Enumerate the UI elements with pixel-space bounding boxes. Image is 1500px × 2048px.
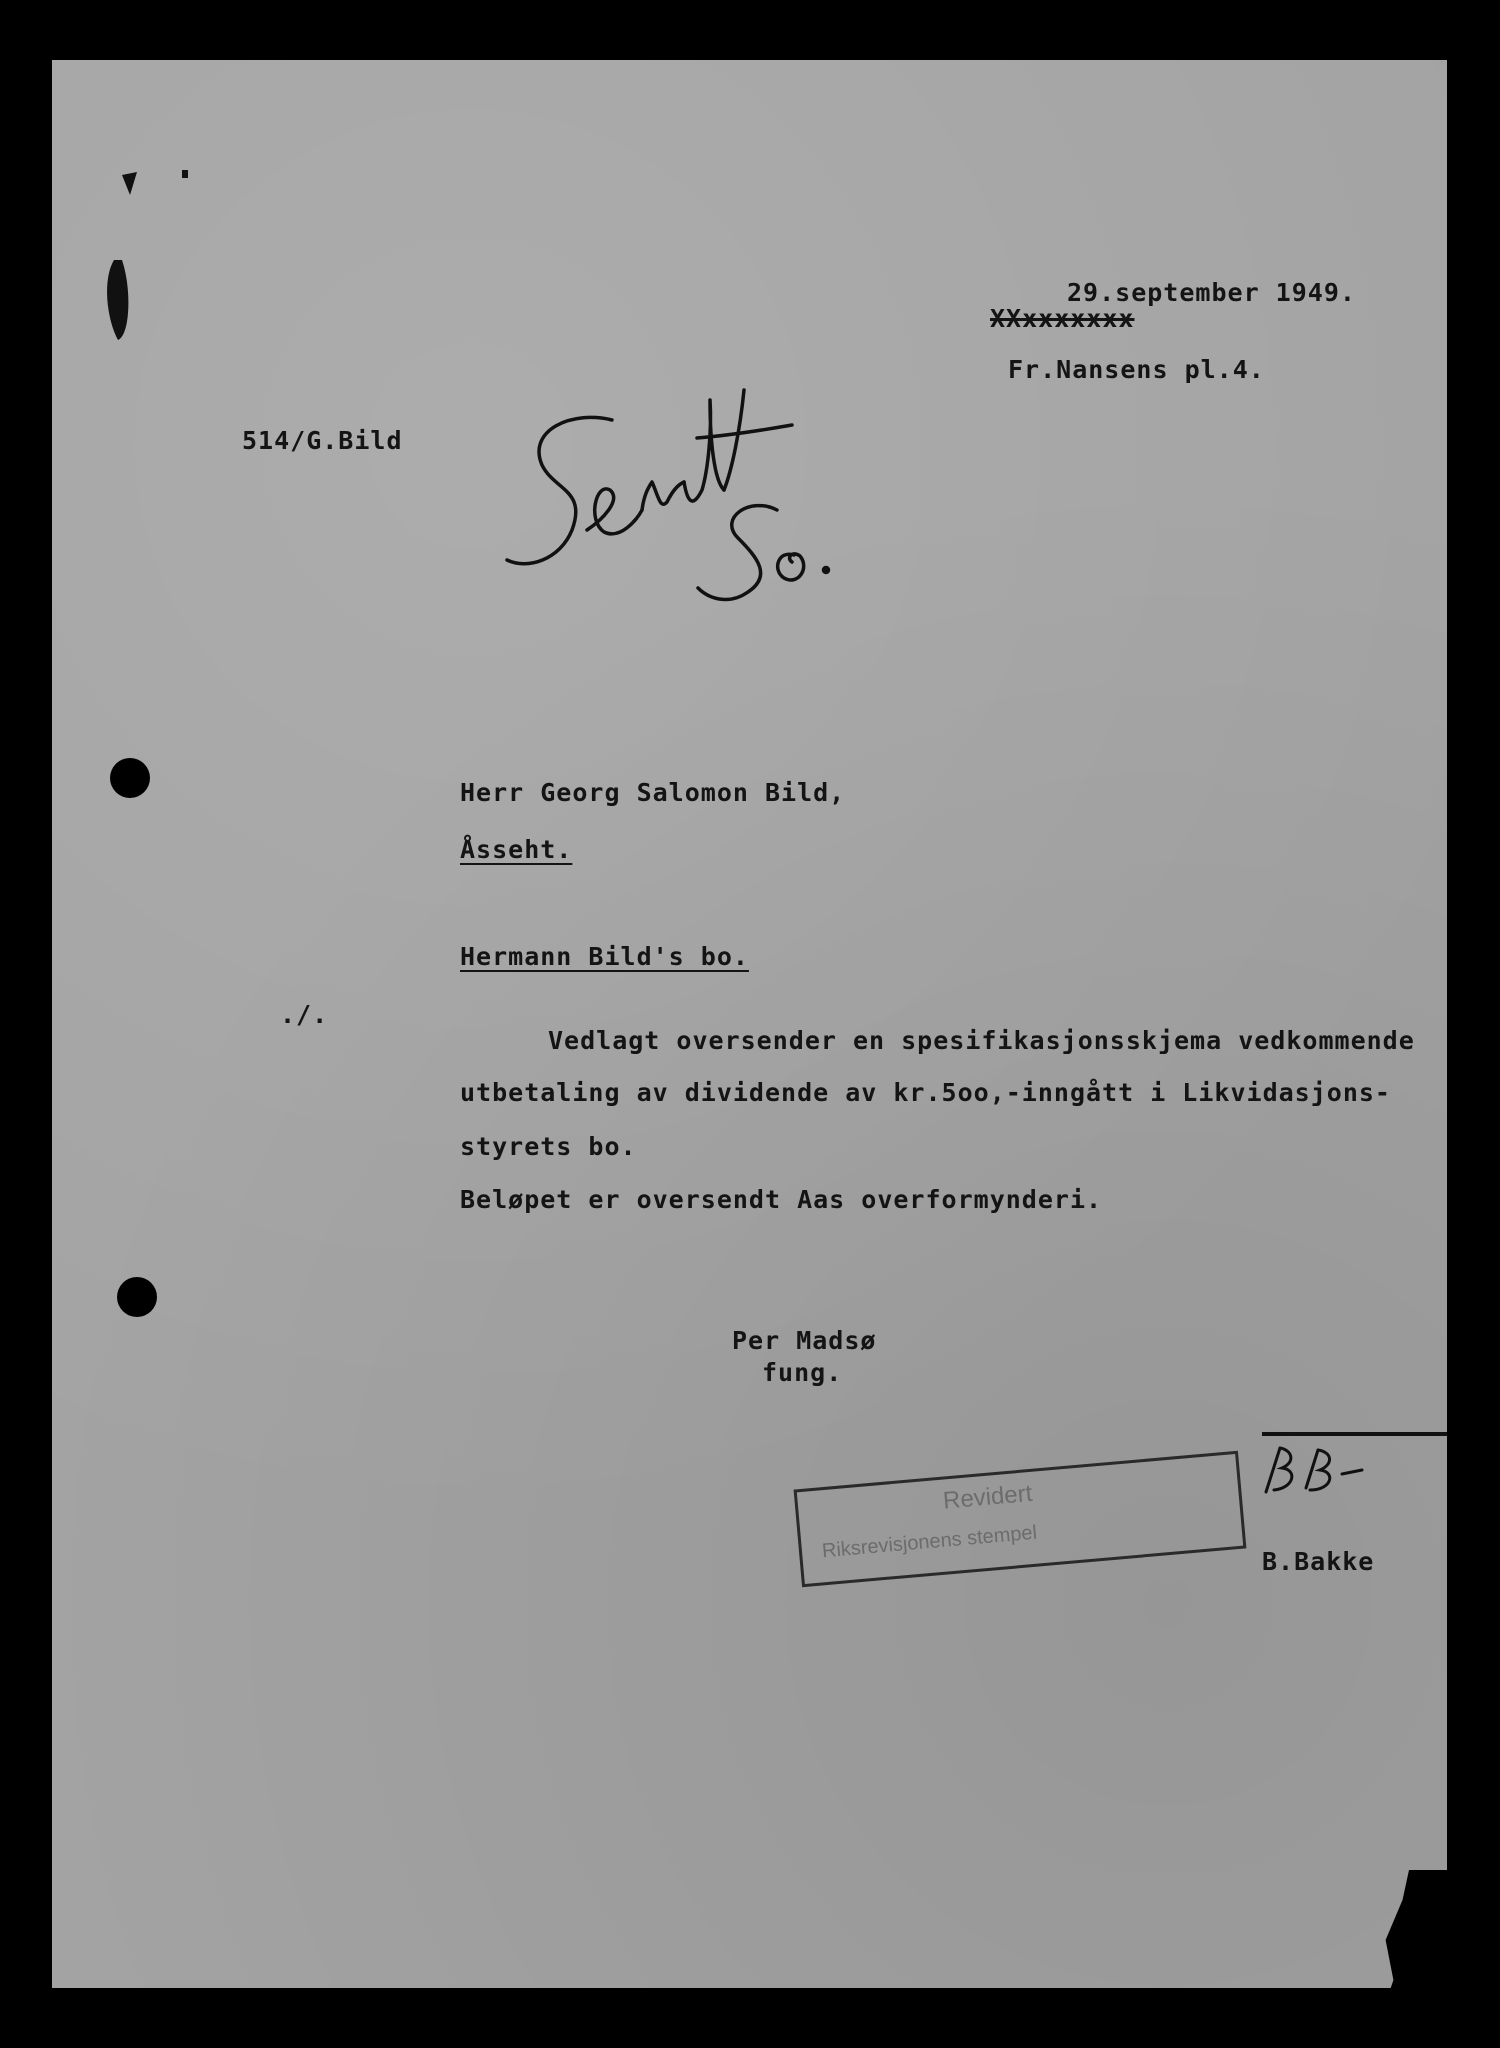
typist-initials: B.Bakke — [1262, 1547, 1375, 1576]
reference-number: 514/G.Bild — [242, 426, 403, 455]
recipient-place: Åsseht. — [460, 835, 573, 864]
body-line-3: styrets bo. — [460, 1132, 637, 1161]
sender-address: Fr.Nansens pl.4. — [1008, 355, 1265, 384]
subject-line: Hermann Bild's bo. — [460, 942, 749, 971]
letter-page — [52, 60, 1447, 1988]
struck-address: XXxxxxxxx — [990, 304, 1135, 333]
body-line-2: utbetaling av dividende av kr.5oo,-inngått i Likvidasjons- — [460, 1078, 1391, 1107]
punch-hole-lower — [117, 1277, 157, 1317]
signature-line — [1262, 1432, 1447, 1436]
handwritten-note-sendt — [492, 370, 832, 630]
scan-artifacts — [52, 60, 1447, 1988]
stamp-line-1: Revidert — [941, 1479, 1034, 1515]
body-line-1: Vedlagt oversender en spesifikasjonsskjema vedkommende — [548, 1026, 1415, 1055]
stamp-line-2: Riksrevisjonens stempel — [821, 1521, 1038, 1563]
enclosure-mark: ./. — [280, 1000, 329, 1029]
body-line-4: Beløpet er oversendt Aas overformynderi. — [460, 1185, 1103, 1214]
recipient-name: Herr Georg Salomon Bild, — [460, 778, 846, 807]
letter-date: 29.september 1949. — [1067, 278, 1356, 307]
handwritten-initials — [1252, 1440, 1372, 1500]
signer-title: fung. — [762, 1358, 843, 1387]
signer-name: Per Madsø — [732, 1326, 877, 1355]
punch-hole-upper — [110, 758, 150, 798]
